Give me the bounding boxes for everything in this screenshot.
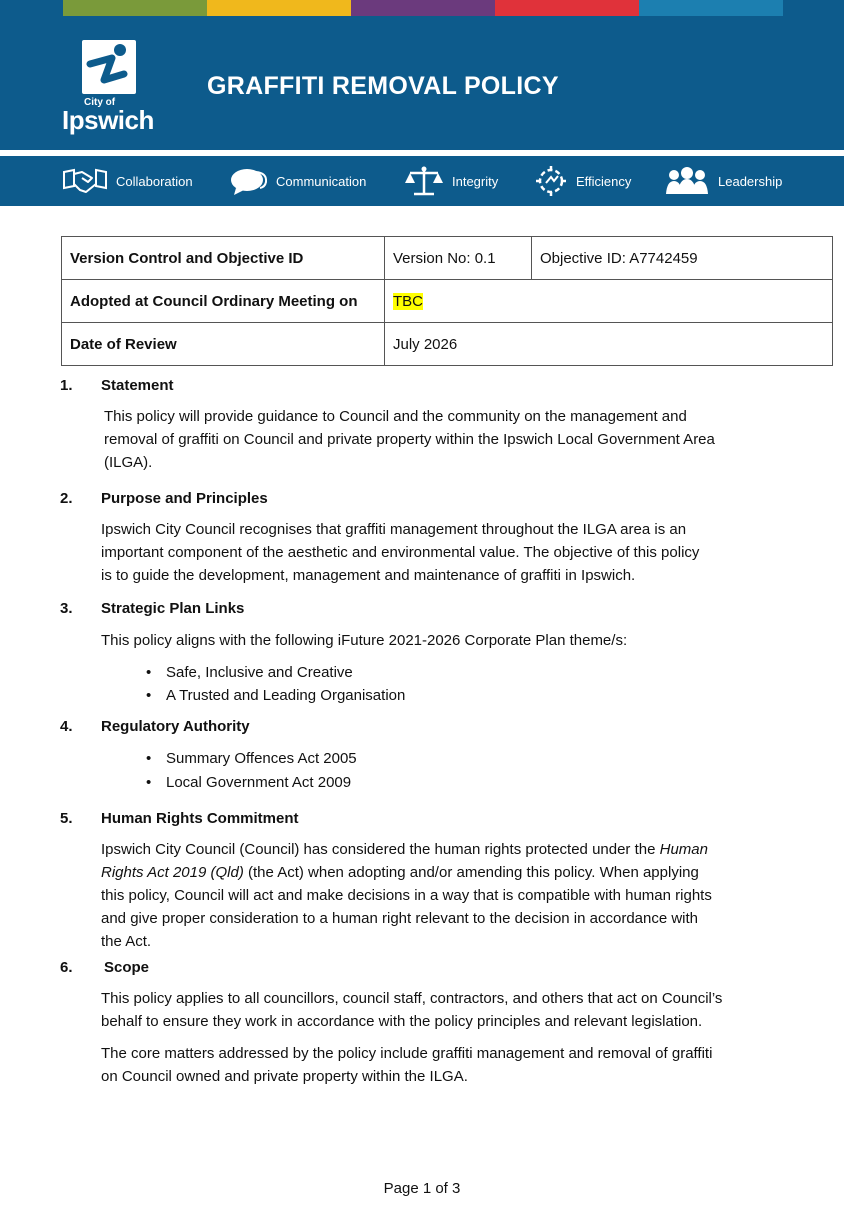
list-item: Local Government Act 2009 bbox=[166, 774, 352, 791]
text-line: is to guide the development, management and maintenance of graffiti in Ipswich. bbox=[101, 567, 636, 584]
list-item: Safe, Inclusive and Creative bbox=[166, 664, 353, 681]
bullet-icon: • bbox=[146, 774, 152, 791]
section-number: 5. bbox=[60, 810, 73, 827]
text-line: (ILGA). bbox=[104, 454, 153, 471]
section-heading: Purpose and Principles bbox=[101, 490, 268, 507]
statement-paragraph bbox=[104, 405, 794, 474]
table-row bbox=[62, 323, 833, 366]
gear-icon bbox=[534, 164, 568, 198]
section-heading: Scope bbox=[104, 959, 150, 976]
table-row bbox=[62, 280, 833, 323]
review-label: Date of Review bbox=[62, 323, 385, 366]
value-label: Collaboration bbox=[116, 173, 193, 189]
text-line bbox=[101, 861, 791, 884]
list-item: Summary Offences Act 2005 bbox=[166, 750, 357, 767]
version-number: Version No: 0.1 bbox=[385, 237, 532, 280]
document-title: GRAFFITI REMOVAL POLICY bbox=[207, 72, 559, 100]
version-label: Version Control and Objective ID bbox=[62, 237, 385, 280]
strategic-intro: This policy aligns with the following iFuture 2021-2026 Corporate Plan theme/s: bbox=[101, 632, 628, 649]
strip-yellow bbox=[207, 0, 351, 16]
purpose-paragraph bbox=[101, 518, 791, 587]
scope-paragraph-2 bbox=[101, 1042, 791, 1088]
value-label: Communication bbox=[276, 173, 367, 189]
adopted-value: TBC bbox=[393, 292, 423, 310]
page-number: Page 1 of 3 bbox=[383, 1180, 461, 1197]
text-run: Ipswich City Council (Council) has considered the human rights protected under the bbox=[101, 841, 660, 858]
bullet-icon: • bbox=[146, 687, 152, 704]
value-communication bbox=[230, 156, 366, 206]
text-line: Ipswich City Council recognises that graffiti management throughout the ILGA area is an bbox=[101, 521, 687, 538]
text-line: on Council owned and private property within the ILGA. bbox=[101, 1068, 468, 1085]
bullet-icon: • bbox=[146, 664, 152, 681]
scales-icon bbox=[404, 165, 444, 197]
ipswich-i-logo-icon bbox=[82, 40, 136, 94]
version-control-table bbox=[61, 236, 833, 366]
handshake-icon bbox=[62, 166, 108, 196]
value-label: Leadership bbox=[718, 173, 783, 189]
color-strip bbox=[63, 0, 783, 16]
list-item: A Trusted and Leading Organisation bbox=[166, 687, 406, 704]
human-rights-paragraph bbox=[101, 838, 791, 953]
table-row bbox=[62, 237, 833, 280]
text-line: important component of the aesthetic and environmental value. The objective of this policy bbox=[101, 544, 700, 561]
section-heading: Statement bbox=[101, 377, 174, 394]
act-title-italic: Rights Act 2019 (Qld) bbox=[101, 864, 244, 881]
scope-paragraph-1 bbox=[101, 987, 791, 1033]
value-efficiency bbox=[534, 156, 631, 206]
text-line: removal of graffiti on Council and private property within the Ipswich Local Government Area bbox=[104, 431, 715, 448]
page-header bbox=[0, 0, 844, 150]
value-label: Integrity bbox=[452, 173, 499, 189]
text-line: The core matters addressed by the policy include graffiti management and removal of graffiti bbox=[101, 1045, 713, 1062]
strip-blue bbox=[639, 0, 783, 16]
value-label: Efficiency bbox=[576, 173, 632, 189]
review-value: July 2026 bbox=[385, 323, 833, 366]
text-line bbox=[101, 838, 791, 861]
text-line: behalf to ensure they work in accordance with the policy principles and relevant legislation. bbox=[101, 1013, 703, 1030]
strip-green bbox=[63, 0, 207, 16]
values-bar bbox=[0, 156, 844, 206]
people-icon bbox=[664, 166, 710, 196]
text-line: this policy, Council will act and make decisions in a way that is compatible with human rights bbox=[101, 887, 712, 904]
logo-city-of: City of bbox=[84, 97, 116, 108]
text-line: This policy applies to all councillors, council staff, contractors, and others that act on Council’s bbox=[101, 990, 723, 1007]
adopted-value-cell bbox=[385, 280, 833, 323]
section-number: 3. bbox=[60, 600, 73, 617]
text-line: the Act. bbox=[101, 933, 152, 950]
speech-bubbles-icon bbox=[230, 166, 268, 196]
section-number: 2. bbox=[60, 490, 73, 507]
section-number: 6. bbox=[60, 959, 73, 976]
strip-purple bbox=[351, 0, 495, 16]
objective-id: Objective ID: A7742459 bbox=[532, 237, 833, 280]
text-line: and give proper consideration to a human right relevant to the decision in accordance with bbox=[101, 910, 699, 927]
strip-red bbox=[495, 0, 639, 16]
act-title-italic: Human bbox=[659, 841, 708, 858]
text-line: This policy will provide guidance to Council and the community on the management and bbox=[104, 408, 687, 425]
logo-ipswich: Ipswich bbox=[62, 105, 154, 135]
text-run: (the Act) when adopting and/or amending this policy. When applying bbox=[243, 864, 699, 881]
section-heading: Strategic Plan Links bbox=[101, 600, 245, 617]
value-integrity bbox=[404, 156, 498, 206]
section-number: 4. bbox=[60, 718, 73, 735]
adopted-label: Adopted at Council Ordinary Meeting on bbox=[62, 280, 385, 323]
section-number: 1. bbox=[60, 377, 73, 394]
section-heading: Human Rights Commitment bbox=[101, 810, 299, 827]
city-logo bbox=[60, 40, 160, 135]
value-leadership bbox=[664, 156, 782, 206]
bullet-icon: • bbox=[146, 750, 152, 767]
value-collaboration bbox=[62, 156, 193, 206]
section-heading: Regulatory Authority bbox=[101, 718, 250, 735]
